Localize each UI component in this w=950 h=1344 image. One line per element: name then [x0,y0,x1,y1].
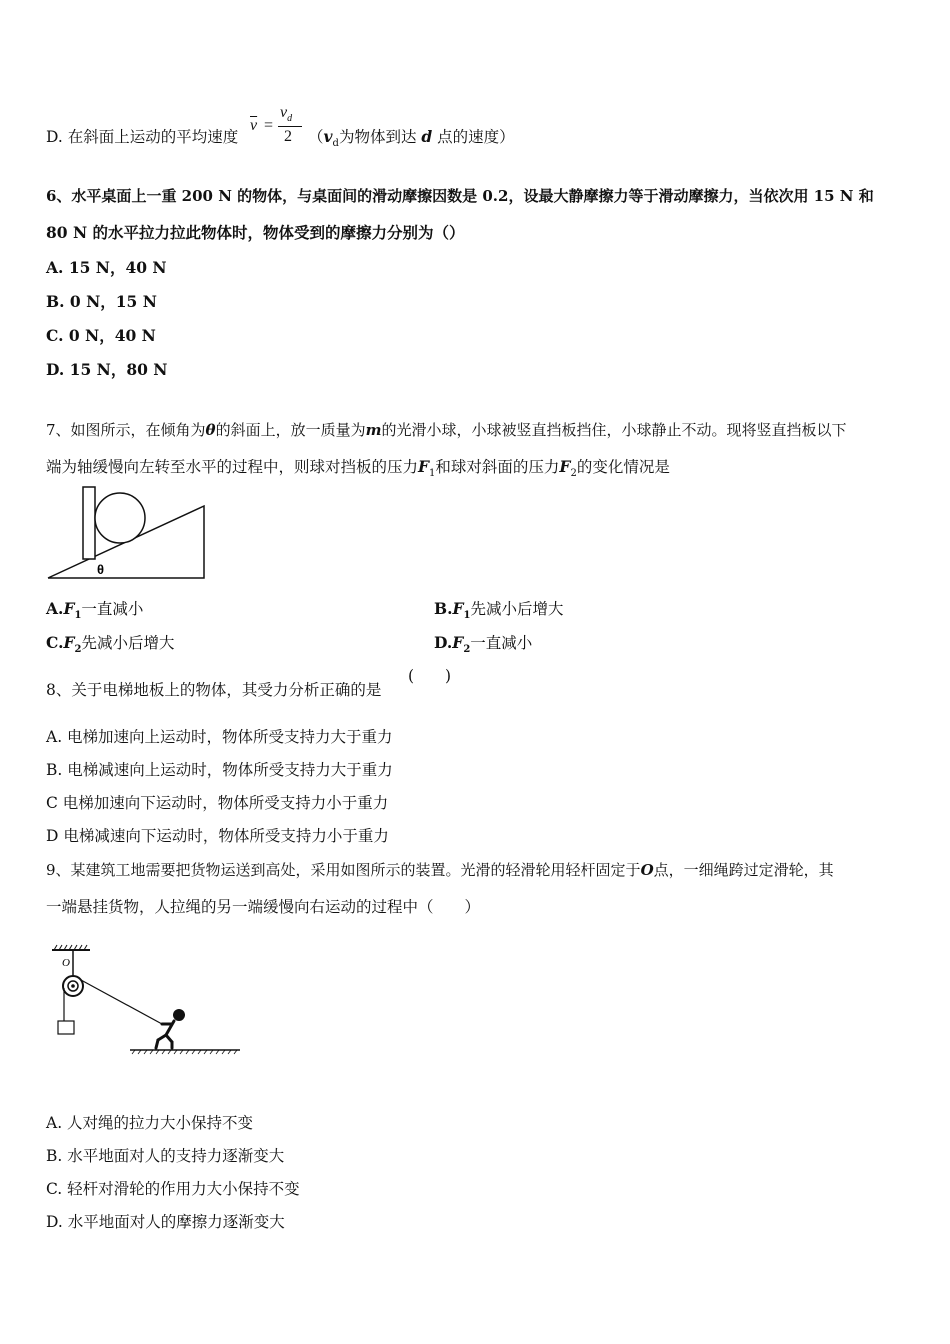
q8-stem: 8、关于电梯地板上的物体，其受力分析正确的是 [46,681,382,699]
q9-option-b: B. 水平地面对人的支持力逐渐变大 [46,1147,285,1165]
q9-option-a: A. 人对绳的拉力大小保持不变 [46,1114,254,1132]
q9-point-o-label: O [62,957,70,969]
q8-option-c: C 电梯加速向下运动时，物体所受支持力小于重力 [46,794,389,812]
q5-formula-num: $v_d$ [280,104,293,125]
q5-formula-den: 2 [284,128,292,145]
q9-rope [81,980,162,1024]
q5-fraction-bar [278,126,302,127]
q8-option-b: B. 电梯减速向上运动时，物体所受支持力大于重力 [46,761,393,779]
q5-option-d-note: （$v_d$为物体到达 d 点的速度） [308,127,515,150]
q5-formula-lhs: $\overline{v}$ [250,117,258,134]
q7-option-b: $B.F_1$先减小后增大 [434,599,564,622]
q6-stem-line1: 6、水平桌面上一重 200 N 的物体，与桌面间的滑动摩擦因数是 0.2，设最大静摩擦力等于滑动摩擦力，当依次用 15 N 和 [46,187,874,205]
q6-option-d: D. 15 N，80 N [46,360,168,379]
q6-option-b: B. 0 N，15 N [46,292,157,311]
q9-option-d: D. 水平地面对人的摩擦力逐渐变大 [46,1213,285,1231]
q6-stem-line2: 80 N 的水平拉力拉此物体时，物体受到的摩擦力分别为（） [46,223,465,242]
q7-theta-label: θ [97,562,105,577]
q9-stem-line2: 一端悬挂货物，人拉绳的另一端缓慢向右运动的过程中（ ） [46,898,481,916]
q5-option-d [46,127,238,147]
q9-person [156,1009,185,1048]
q7-stem-line1: 7、如图所示，在倾角为θ的斜面上，放一质量为m的光滑小球，小球被竖直挡板挡住，小球静止不动。现将竖直挡板以下 [46,421,847,439]
q9-stem-line1: 9、某建筑工地需要把货物运送到高处，采用如图所示的装置。光滑的轻滑轮用轻杆固定于O点，一细绳跨过定滑轮，其 [46,861,834,879]
q9-pulley-figure [46,944,246,1058]
q7-stem-line2: 端为轴缓慢向左转至水平的过程中，则球对挡板的压力$F_1$和球对斜面的压力$F_2$的变化情况是 [46,457,670,480]
q5-formula [248,104,308,148]
q9-cargo [58,1021,74,1034]
q7-option-a: $A.F_1$一直减小 [46,599,144,622]
q6-option-c: C. 0 N，40 N [46,326,156,345]
q9-option-c: C. 轻杆对滑轮的作用力大小保持不变 [46,1180,300,1198]
q6-option-a: A. 15 N，40 N [46,258,167,277]
q7-ball [95,493,145,543]
q7-option-d: $D.F_2$一直减小 [434,633,533,656]
q5-formula-eq: = [264,117,274,134]
q7-option-c: $C.F_2$先减小后增大 [46,633,175,656]
q8-option-d: D 电梯减速向下运动时，物体所受支持力小于重力 [46,827,389,845]
q8-option-a: A. 电梯加速向上运动时，物体所受支持力大于重力 [46,728,393,746]
q7-vertical-baffle [83,487,95,559]
q5-option-d-prefix: D. 在斜面上运动的平均速度 [46,128,239,146]
q8-paren: ( ) [408,667,452,685]
q7-incline-figure [44,484,210,584]
